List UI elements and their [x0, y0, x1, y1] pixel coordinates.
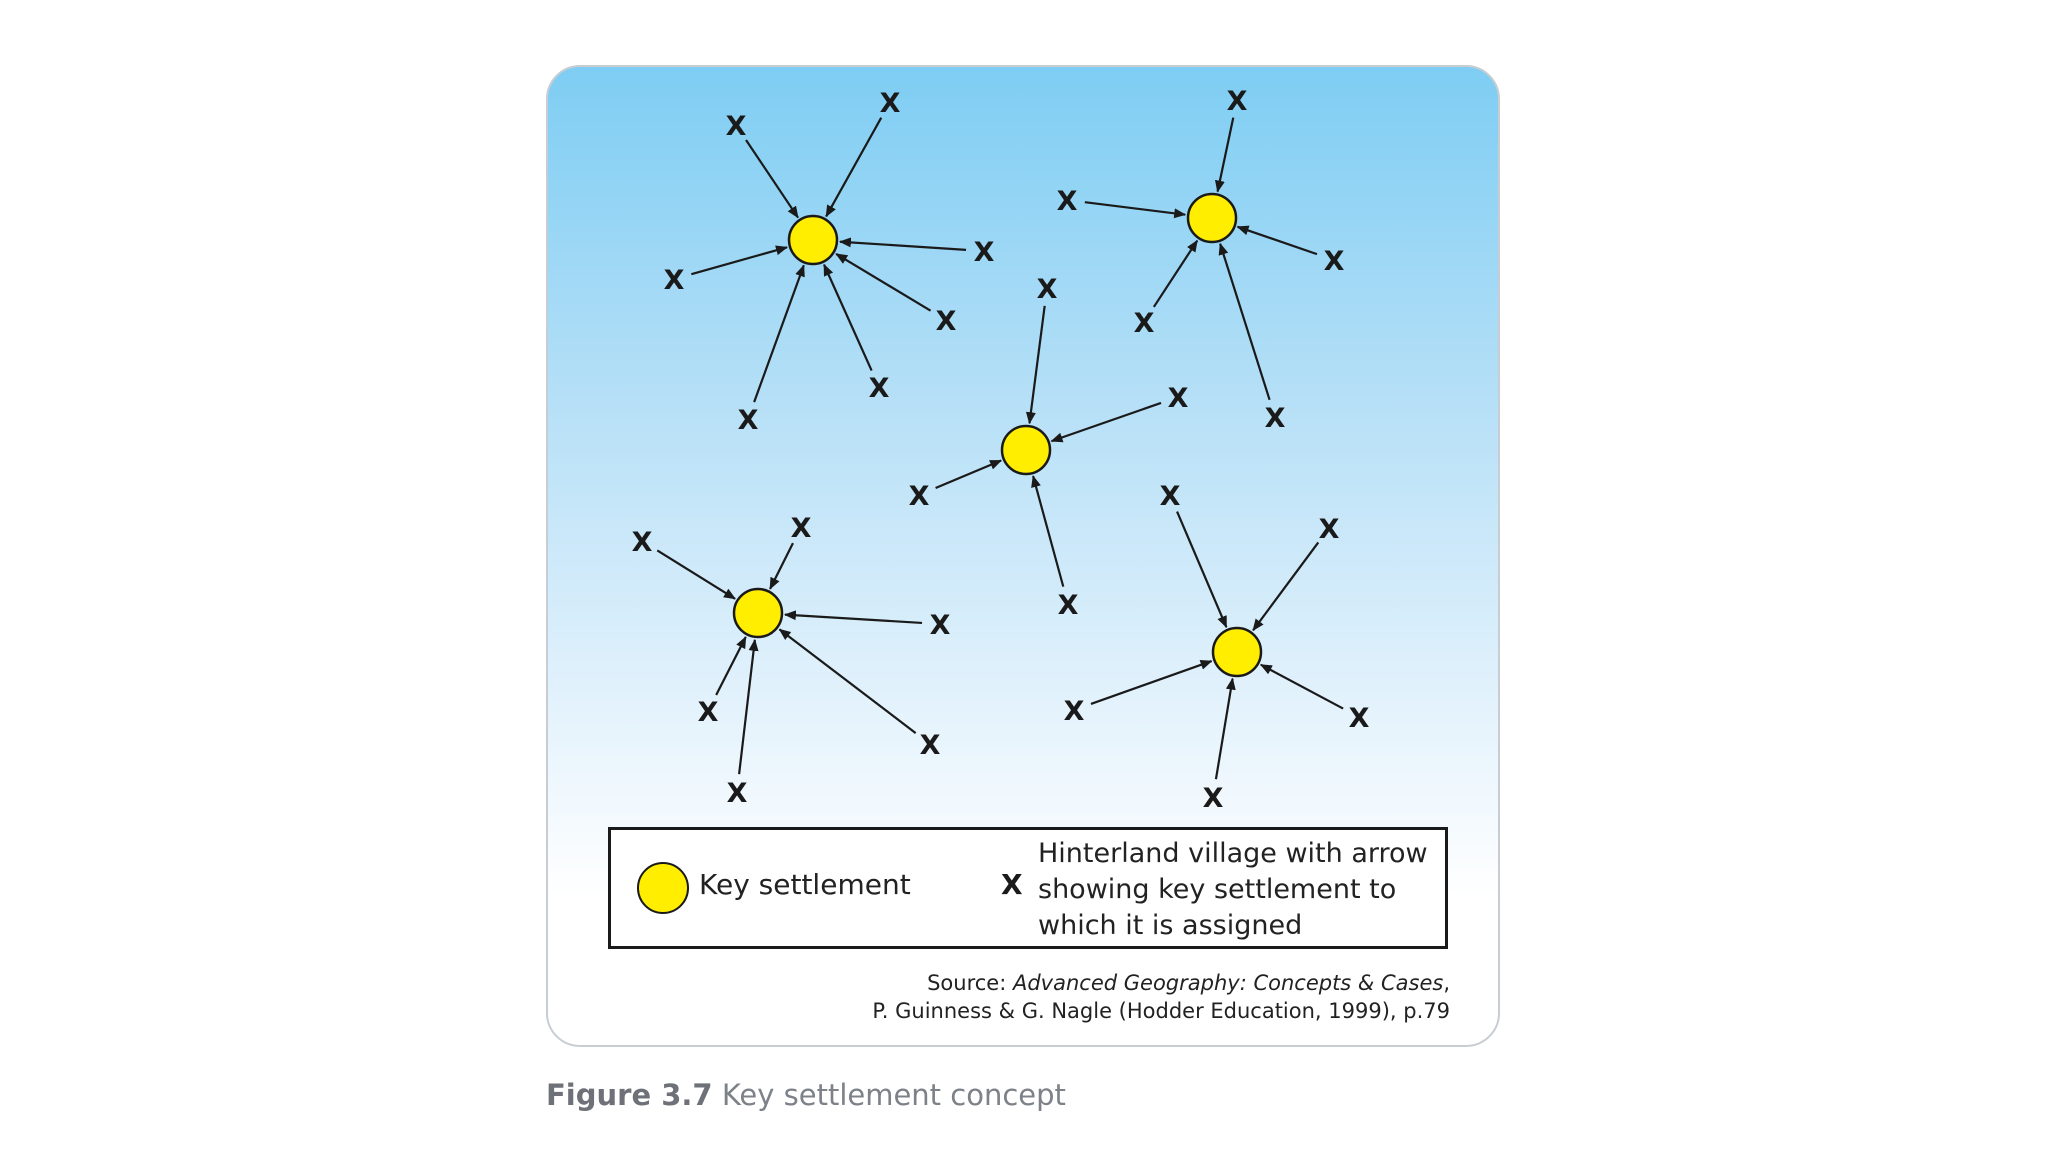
legend-village-line-2: showing key settlement to [1038, 874, 1397, 905]
hinterland-village-marker: X [726, 778, 748, 809]
hinterland-village-marker: X [868, 373, 890, 404]
hinterland-village-marker: X [790, 513, 812, 544]
hinterland-village-marker: X [929, 610, 951, 641]
diagram-panel [546, 65, 1500, 1047]
hinterland-village-marker: X [737, 405, 759, 436]
settlement-bottom-left-arrow [770, 543, 793, 589]
hinterland-village-marker: X [935, 306, 957, 337]
settlement-bottom-right [1213, 628, 1261, 676]
settlement-top-left-arrow [824, 265, 872, 371]
settlement-top-left-arrow [754, 265, 804, 402]
legend-box [608, 827, 1448, 949]
settlement-top-right-arrow [1085, 202, 1185, 214]
figure-title: Key settlement concept [712, 1078, 1066, 1112]
hinterland-village-marker: X [973, 237, 995, 268]
source-line-1 [872, 969, 1450, 997]
figure-caption [546, 1078, 1066, 1112]
settlement-bottom-left-arrow [739, 640, 755, 774]
figure-number: Figure 3.7 [546, 1078, 713, 1112]
hinterland-village-marker: X [1348, 703, 1370, 734]
legend-village-line-1: Hinterland village with arrow [1038, 838, 1428, 869]
settlement-bottom-left [734, 589, 782, 637]
settlement-top-left-arrow [746, 140, 798, 218]
hinterland-village-marker: X [1202, 783, 1224, 814]
legend-village-label [1038, 836, 1438, 944]
source-title: Advanced Geography: Concepts & Cases [1012, 971, 1444, 995]
settlement-top-left-arrow [840, 242, 966, 250]
hinterland-village-marker: X [1133, 308, 1155, 339]
settlement-top-left [789, 216, 837, 264]
settlement-bottom-left-arrow [657, 550, 735, 598]
hinterland-village-marker: X [725, 111, 747, 142]
hinterland-village-marker: X [663, 265, 685, 296]
source-citation [872, 969, 1450, 1025]
settlement-center [1002, 426, 1050, 474]
hinterland-village-marker: X [1159, 481, 1181, 512]
hinterland-village-marker: X [1318, 514, 1340, 545]
settlement-network [548, 67, 1498, 827]
settlement-center-arrow [1029, 306, 1044, 423]
legend-settlement-symbol [637, 862, 689, 914]
settlement-bottom-left-arrow [785, 615, 922, 623]
hinterland-village-marker: X [697, 697, 719, 728]
settlement-bottom-right-arrow [1253, 542, 1318, 630]
settlement-top-right-arrow [1154, 241, 1197, 307]
settlement-top-right-arrow [1238, 227, 1317, 254]
settlement-top-left-arrow [826, 118, 881, 217]
hinterland-village-marker: X [1323, 246, 1345, 277]
hinterland-village-marker: X [1036, 274, 1058, 305]
settlement-bottom-left-arrow [779, 629, 915, 733]
settlement-top-left-arrow [691, 247, 787, 274]
hinterland-village-marker: X [1167, 383, 1189, 414]
hinterland-village-marker: X [1264, 403, 1286, 434]
settlement-top-left-arrow [836, 254, 930, 311]
hinterland-village-marker: X [919, 730, 941, 761]
settlement-top-right-arrow [1218, 118, 1234, 192]
settlement-bottom-left-arrow [716, 637, 746, 695]
settlement-bottom-right-arrow [1177, 512, 1226, 628]
source-comma: , [1443, 971, 1450, 995]
hinterland-village-marker: X [1056, 186, 1078, 217]
settlement-center-arrow [1033, 476, 1063, 587]
hinterland-village-marker: X [879, 88, 901, 119]
settlement-top-right [1188, 194, 1236, 242]
legend-village-symbol: X [1001, 868, 1023, 901]
hinterland-village-marker: X [1226, 86, 1248, 117]
source-prefix: Source: [927, 971, 1013, 995]
hinterland-village-marker: X [908, 481, 930, 512]
settlement-top-right-arrow [1220, 244, 1269, 400]
settlement-bottom-right-arrow [1261, 665, 1343, 709]
hinterland-village-marker: X [1063, 696, 1085, 727]
settlement-center-arrow [936, 460, 1002, 488]
settlement-bottom-right-arrow [1091, 661, 1212, 704]
settlement-bottom-right-arrow [1216, 679, 1233, 780]
legend-village-line-3: which it is assigned [1038, 910, 1303, 941]
settlement-center-arrow [1051, 403, 1161, 441]
hinterland-village-marker: X [1057, 590, 1079, 621]
hinterland-village-marker: X [631, 527, 653, 558]
source-line-2: P. Guinness & G. Nagle (Hodder Education, 1999), p.79 [872, 999, 1450, 1023]
legend-key-settlement-label: Key settlement [699, 868, 911, 901]
